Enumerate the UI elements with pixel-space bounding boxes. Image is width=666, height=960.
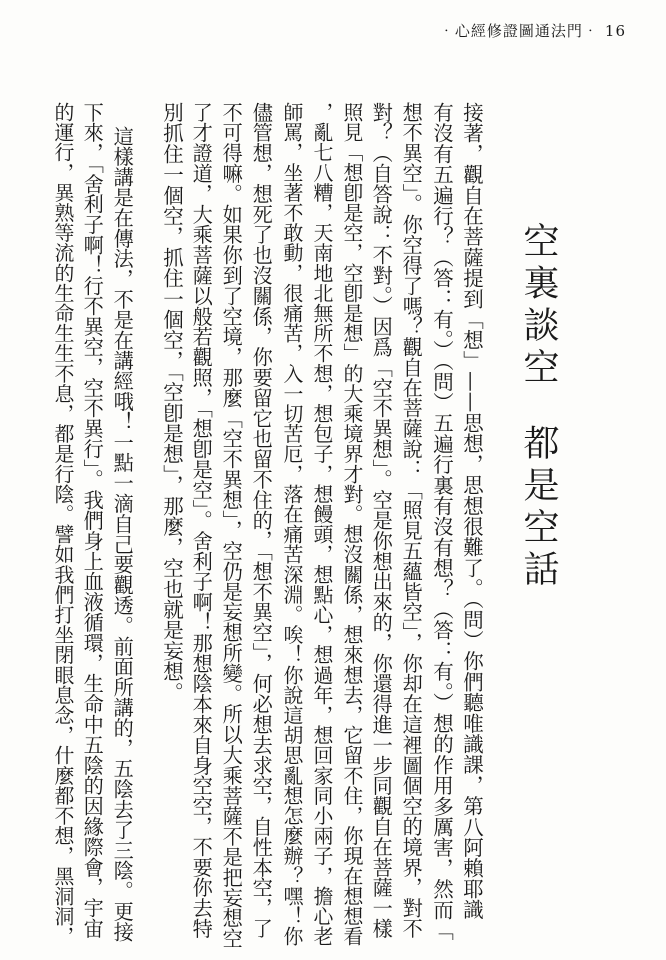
- text-column: 下來，「舍利子啊！行不異空，空不異行」。我們身上血液循環，生命中五陰的因緣際會，宇宙: [80, 102, 105, 939]
- text-column: ，亂七八糟，天南地北無所不想，想包子，想饅頭，想點心，想過年，想回家同小兩子，擔心老: [309, 102, 333, 947]
- chapter-title-part1: 空裏談空: [518, 222, 559, 390]
- text-column: 儘管想，想死了也沒關係，你要留它也留不住的，「想不異空」，何必想去求空，自性本空，了: [249, 102, 274, 939]
- text-column: 了才證道，大乘菩薩以般若觀照，「想卽是空」。舍利子啊！那想陰本來自身空空，不要你去特: [189, 102, 214, 939]
- text-column: 接著，觀自在菩薩提到「想」——思想，思想很難了。（問）你們聽唯識課，第八阿賴耶識: [459, 102, 484, 920]
- text-column: 這樣講是在傳法，不是在講經哦！一點一滴自己要觀透。前面所講的，五陰去了三陰。更接: [110, 126, 135, 942]
- running-title: ‧心經修證圖通法門‧: [438, 22, 599, 40]
- text-column: 師罵，坐著不敢動，很痛苦，入一切苦厄，落在痛苦深淵。唉！你說這胡思亂想怎麼辦？嘿！你: [279, 102, 303, 947]
- text-column: 別抓住一個空，抓住一個空，「空卽是想」，那麼，空也就是妄想。: [159, 102, 184, 703]
- page-number: 16: [604, 22, 626, 40]
- text-column: 想不異空」。你空得了嗎？觀自在菩薩說：「照見五蘊皆空」，你却在這裡圖個空的境界，對不: [399, 102, 424, 939]
- text-column: 照見「想卽是空，空卽是想」的大乘境界才對。想沒關係，想來想去，它留不住，你現在想想看: [339, 102, 363, 947]
- text-column: 不可得嘛。如果你到了空境，那麼「空不異想」，空仍是妄想所變。所以大乘菩薩不是把妄想空: [219, 102, 244, 949]
- text-column: 的運行，異熟等流的生命生生不息，都是行陰。譬如我們打坐閉眼息念，什麼都不想，黑洞洞，: [50, 102, 74, 947]
- running-head: [439, 20, 626, 41]
- chapter-title: [518, 222, 559, 592]
- chapter-title-part2: 都是空話: [518, 424, 559, 592]
- text-column: 有沒有五遍行？（答：有。）（問）五遍行裏有沒有想？（答：有。）想的作用多厲害，然而「: [429, 102, 454, 941]
- text-column: 對？（自答說：不對。）因爲「空不異想」。空是你想出來的，你還得進一步同觀自在菩薩一樣: [369, 102, 394, 939]
